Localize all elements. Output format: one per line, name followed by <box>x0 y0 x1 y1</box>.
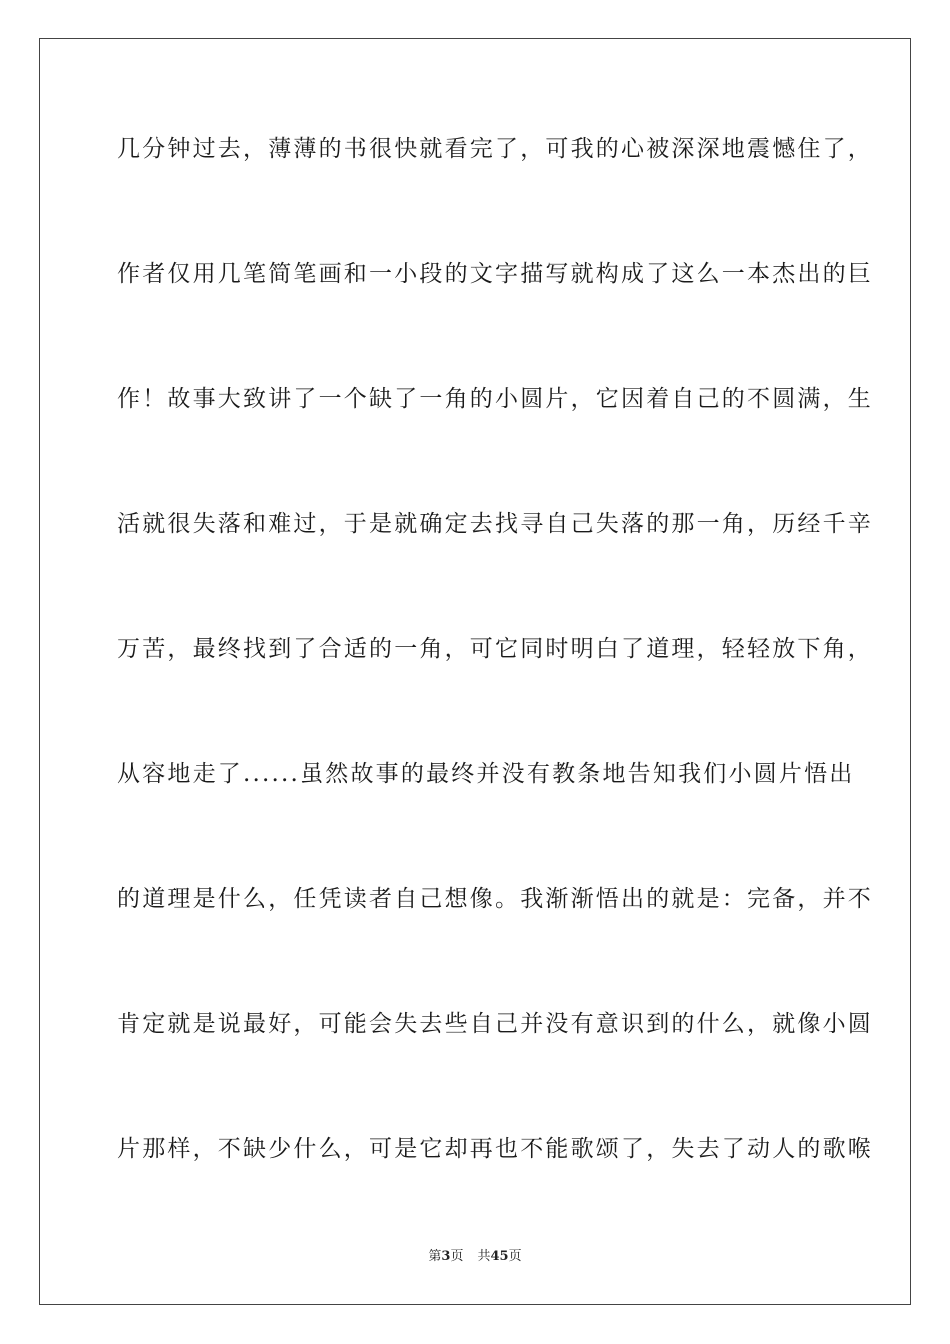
page-current: 3 <box>441 1249 451 1264</box>
text-line: 活就很失落和难过，于是就确定去找寻自己失落的那一角，历经千辛 <box>117 511 873 537</box>
text-line: 万苦，最终找到了合适的一角，可它同时明白了道理，轻轻放下角， <box>117 636 873 662</box>
page-footer <box>0 1248 950 1266</box>
text-line: 从容地走了......虽然故事的最终并没有教条地告知我们小圆片悟出 <box>117 761 855 787</box>
text-line: 的道理是什么，任凭读者自己想像。我渐渐悟出的就是：完备，并不 <box>117 886 873 912</box>
page-total: 45 <box>490 1249 509 1264</box>
text-line: 作者仅用几笔简笔画和一小段的文字描写就构成了这么一本杰出的巨 <box>117 261 873 287</box>
text-line: 片那样，不缺少什么，可是它却再也不能歌颂了，失去了动人的歌喉 <box>117 1136 873 1162</box>
total-prefix: 共 <box>477 1249 491 1264</box>
page-suffix: 页 <box>450 1249 464 1264</box>
text-line: 几分钟过去，薄薄的书很快就看完了，可我的心被深深地震憾住了， <box>117 136 873 162</box>
page-border <box>39 38 911 1305</box>
page-prefix: 第 <box>428 1249 442 1264</box>
total-suffix: 页 <box>508 1249 522 1264</box>
text-line: 作！故事大致讲了一个缺了一角的小圆片，它因着自己的不圆满，生 <box>117 386 873 412</box>
text-line: 肯定就是说最好，可能会失去些自己并没有意识到的什么，就像小圆 <box>117 1011 873 1037</box>
